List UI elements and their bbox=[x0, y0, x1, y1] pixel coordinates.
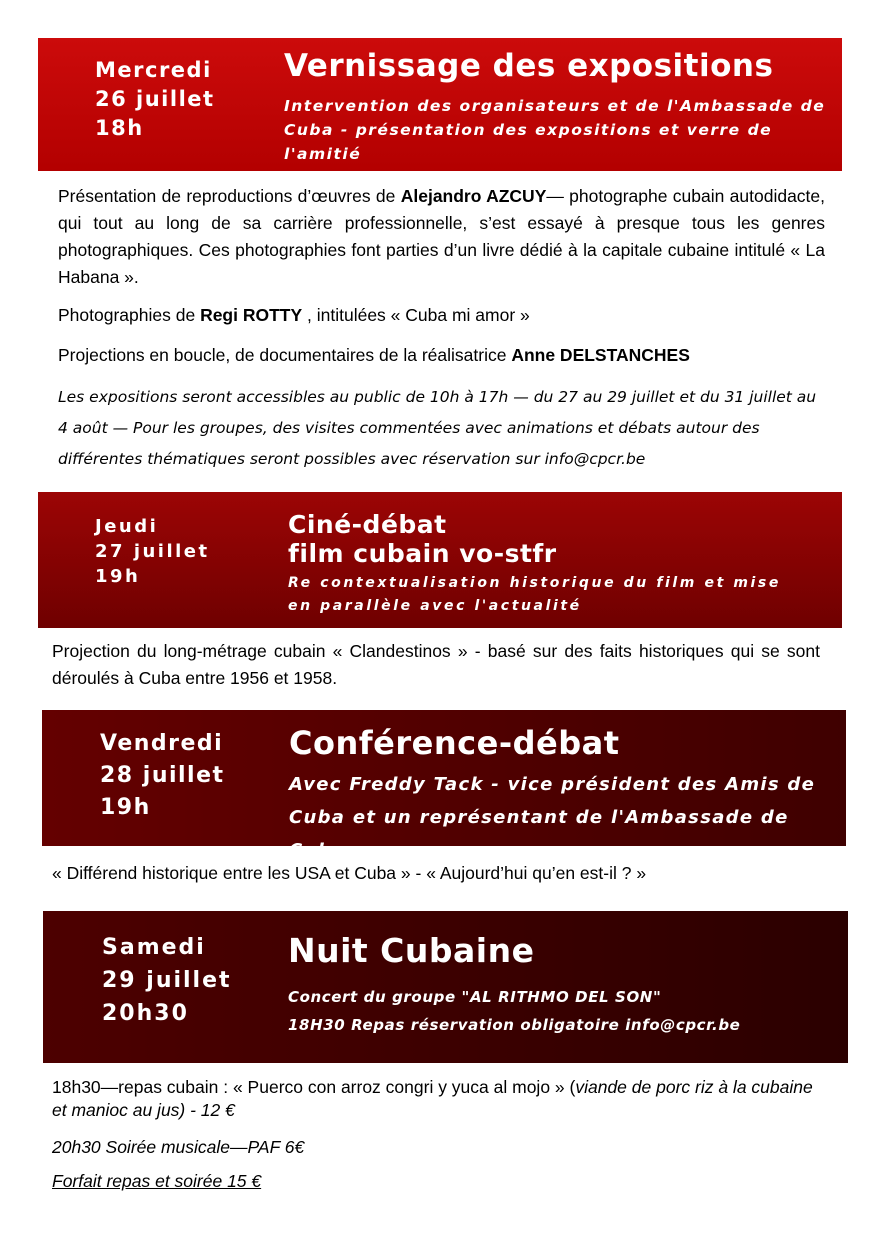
event-date: 28 juillet bbox=[100, 763, 225, 788]
event-banner-wednesday bbox=[38, 38, 842, 171]
event-datetime bbox=[95, 514, 210, 589]
event-title: Vernissage des expositions bbox=[284, 48, 774, 84]
event-subtitle: Re contextualisation historique du film et mise en parallèle avec l'actualité bbox=[288, 575, 781, 614]
dinner-description: 18h30—repas cubain : « Puerco con arroz congri y yuca al mojo » (viande de porc riz à la cubaine et manioc au jus) - 12 € bbox=[52, 1077, 813, 1120]
event-datetime bbox=[102, 931, 232, 1030]
event-time: 19h bbox=[95, 566, 141, 587]
event-date: 26 juillet bbox=[95, 87, 215, 111]
conference-topic: « Différend historique entre les USA et Cuba » - « Aujourd’hui qu’en est-il ? » bbox=[52, 863, 647, 883]
projections-line: Projections en boucle, de documentaires de la réalisatrice Anne DELSTANCHES bbox=[58, 345, 690, 365]
package-price-line: Forfait repas et soirée 15 € bbox=[52, 1171, 262, 1191]
artist-name: Regi ROTTY bbox=[200, 305, 303, 325]
event-time: 18h bbox=[95, 116, 144, 140]
event-datetime bbox=[100, 728, 225, 824]
exhibition-description: Présentation de reproductions d’œuvres de Alejandro AZCUY— photographe cubain autodidacte, qui tout au long de sa carrière professionnelle, s’est essayé à presque tous les genres photographiques. Ces photographies font parties d’un livre dédié à la capitale cubaine intitulé « La Habana ». bbox=[58, 186, 826, 287]
event-day: Jeudi bbox=[95, 516, 159, 537]
event-subtitle: Intervention des organisateurs et de l'Ambassade de Cuba - présentation des expositions et verre de l'amitié bbox=[284, 97, 826, 163]
musical-evening-line: 20h30 Soirée musicale—PAF 6€ bbox=[52, 1137, 305, 1157]
event-banner-saturday bbox=[43, 911, 848, 1063]
event-day: Vendredi bbox=[100, 731, 224, 756]
event-datetime bbox=[95, 56, 215, 143]
event-time: 20h30 bbox=[102, 1001, 189, 1026]
event-time: 19h bbox=[100, 795, 151, 820]
event-day: Samedi bbox=[102, 935, 206, 960]
event-banner-friday bbox=[42, 710, 846, 861]
event-subtitle: Concert du groupe "AL RITHMO DEL SON" 18H30 Repas réservation obligatoire info@cpcr.be bbox=[288, 988, 741, 1034]
film-description: Projection du long-métrage cubain « Clandestinos » - basé sur des faits historiques qui se sont déroulés à Cuba entre 1956 et 1958. bbox=[52, 641, 820, 688]
exhibition-note: Les expositions seront accessibles au public de 10h à 17h — du 27 au 29 juillet et du 31 juillet au 4 août — Pour les groupes, des visites commentées avec animations et débats autour des différentes thématiques seront possibles avec réservation sur info@cpcr.be bbox=[58, 388, 817, 468]
event-date: 27 juillet bbox=[95, 541, 210, 562]
event-subtitle: Avec Freddy Tack - vice président des Amis de Cuba et un représentant de l'Ambassade de Cuba bbox=[289, 774, 816, 861]
event-day: Mercredi bbox=[95, 58, 212, 82]
photographs-line: Photographies de Regi ROTTY , intitulées « Cuba mi amor » bbox=[58, 305, 530, 325]
event-title: Ciné-débat film cubain vo-stfr bbox=[288, 510, 557, 568]
director-name: Anne DELSTANCHES bbox=[511, 345, 690, 365]
event-date: 29 juillet bbox=[102, 968, 232, 993]
event-title: Conférence-débat bbox=[289, 724, 620, 762]
event-banner-thursday bbox=[38, 492, 842, 628]
artist-name: Alejandro AZCUY bbox=[400, 186, 547, 206]
event-title: Nuit Cubaine bbox=[288, 931, 535, 970]
